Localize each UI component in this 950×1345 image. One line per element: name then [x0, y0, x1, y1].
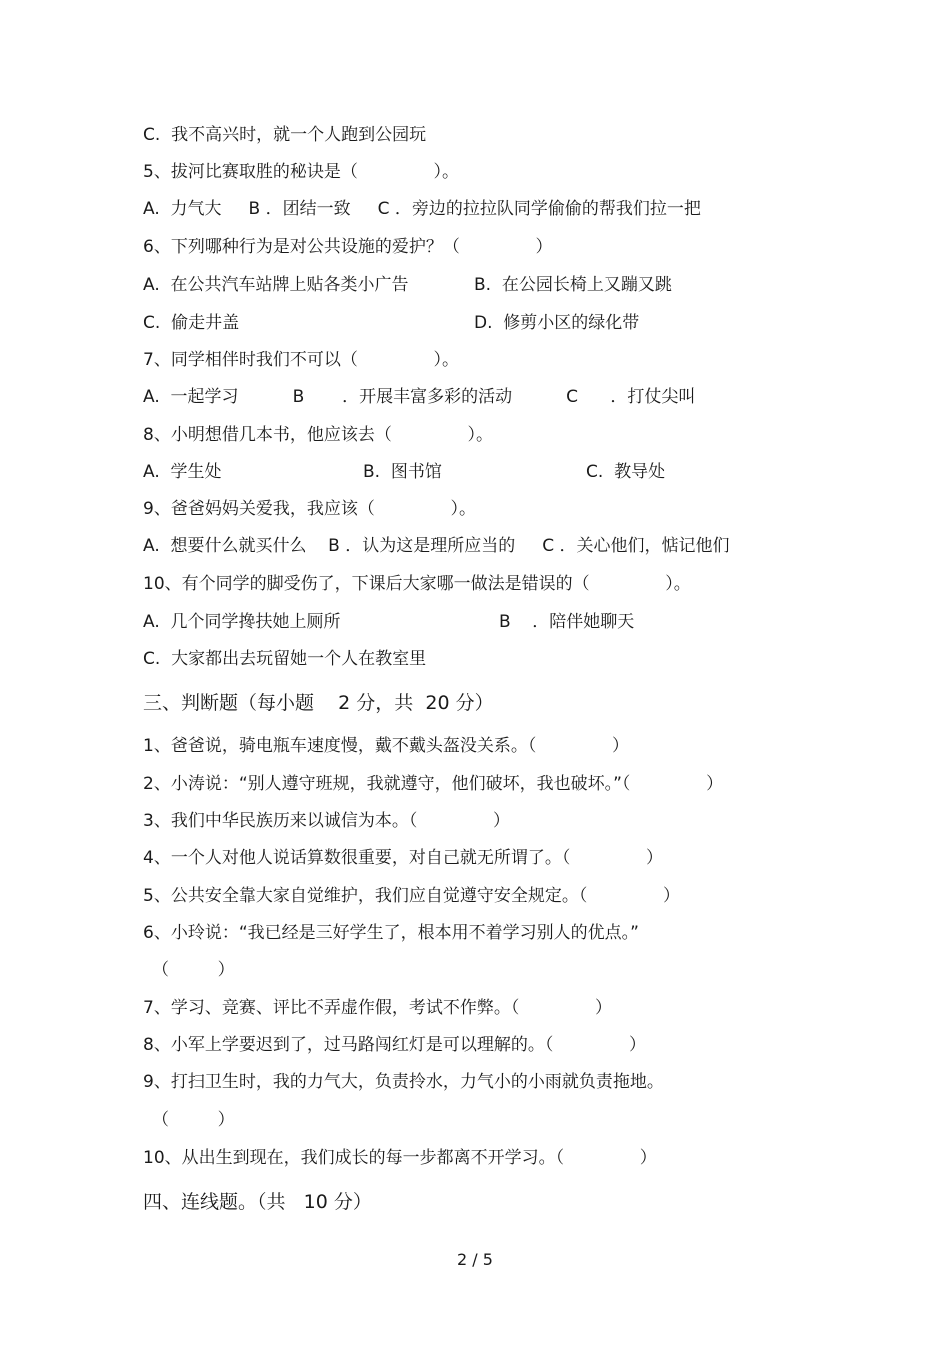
question-6-option-c: C. 偷走井盖: [143, 313, 240, 333]
question-8-option-b: B. 图书馆: [363, 462, 442, 482]
question-10-option-b: B ．陪伴她聊天: [499, 612, 635, 632]
question-8-option-c: C. 教导处: [586, 462, 666, 482]
judgement-2: 2、小涛说：“别人遵守班规，我就遵守，他们破坏，我也破坏。”（ ）: [143, 774, 724, 794]
question-10-option-c: C. 大家都出去玩留她一个人在教室里: [143, 649, 427, 669]
page-number: 2 / 5: [457, 1250, 493, 1269]
question-6-option-a: A. 在公共汽车站牌上贴各类小广告: [143, 275, 409, 295]
judgement-1: 1、爸爸说，骑电瓶车速度慢，戴不戴头盔没关系。（ ）: [143, 736, 629, 756]
question-6-option-b: B. 在公园长椅上又蹦又跳: [474, 275, 672, 295]
judgement-5: 5、公共安全靠大家自觉维护，我们应自觉遵守安全规定。（ ）: [143, 886, 680, 906]
judgement-10: 10、从出生到现在，我们成长的每一步都离不开学习。（ ）: [143, 1148, 657, 1168]
section-3-heading: 三、判断题（每小题 2 分，共 20 分）: [143, 692, 494, 714]
judgement-7: 7、学习、竞赛、评比不弄虚作假，考试不作弊。（ ）: [143, 998, 612, 1018]
question-8: 8、小明想借几本书，他应该去（ ）。: [143, 425, 493, 445]
question-5: 5、拔河比赛取胜的秘诀是（ ）。: [143, 162, 459, 182]
judgement-6-blank: （ ）: [152, 960, 235, 980]
question-4-option-c: C. 我不高兴时，就一个人跑到公园玩: [143, 125, 427, 145]
question-10-option-a: A. 几个同学搀扶她上厕所: [143, 612, 341, 632]
judgement-4: 4、一个人对他人说话算数很重要，对自己就无所谓了。（ ）: [143, 848, 663, 868]
judgement-8: 8、小军上学要迟到了，过马路闯红灯是可以理解的。（ ）: [143, 1035, 646, 1055]
question-9-options: A. 想要什么就买什么 B ．认为这是理所应当的 C ．关心他们，惦记他们: [143, 536, 730, 556]
judgement-6: 6、小玲说：“我已经是三好学生了，根本用不着学习别人的优点。”: [143, 923, 639, 943]
question-8-option-a: A. 学生处: [143, 462, 222, 482]
question-10: 10、有个同学的脚受伤了，下课后大家哪一做法是错误的（ ）。: [143, 574, 691, 594]
judgement-9-blank: （ ）: [152, 1110, 235, 1130]
question-5-options: A. 力气大 B ．团结一致 C ．旁边的拉拉队同学偷偷的帮我们拉一把: [143, 199, 701, 219]
question-7: 7、同学相伴时我们不可以（ ）。: [143, 350, 459, 370]
question-6-option-d: D. 修剪小区的绿化带: [474, 313, 640, 333]
question-7-options: A. 一起学习 B ．开展丰富多彩的活动 C ．打仗尖叫: [143, 387, 696, 407]
section-4-heading: 四、连线题。（共 10 分）: [143, 1191, 372, 1213]
judgement-9: 9、打扫卫生时，我的力气大，负责拎水，力气小的小雨就负责拖地。: [143, 1072, 664, 1092]
judgement-3: 3、我们中华民族历来以诚信为本。（ ）: [143, 811, 510, 831]
question-6: 6、下列哪种行为是对公共设施的爱护？（ ）: [143, 237, 553, 257]
question-9: 9、爸爸妈妈关爱我，我应该（ ）。: [143, 499, 476, 519]
